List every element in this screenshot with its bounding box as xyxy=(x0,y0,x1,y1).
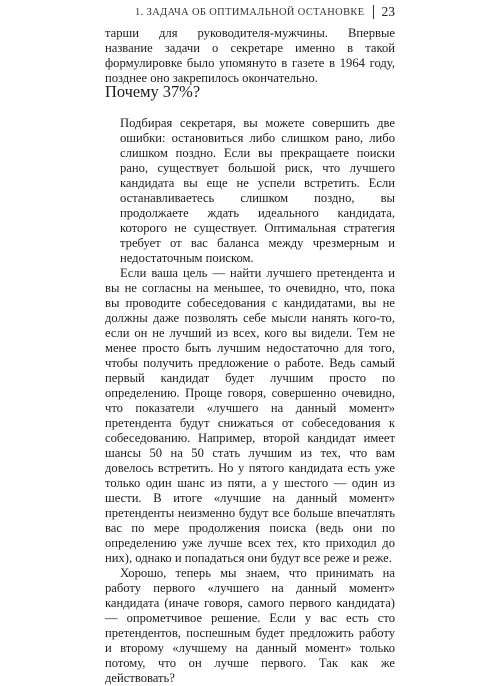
section-heading: Почему 37%? xyxy=(105,82,201,101)
header-separator xyxy=(373,5,374,19)
lead-paragraph: тарши для руководителя-мужчины. Впервые название задачи о секретаре именно в такой формулировке было упомянуто в газете в 1964 году, позднее оно закрепилось окончательно. xyxy=(105,26,395,85)
paragraph-2: Если ваша цель — найти лучшего претендента и вы не согласны на меньшее, то очевидно, что, пока вы проводите собеседования с кандидатами, вы не должны даже позволять себе мысли нанять кого-то, если он не лучший из всех, кого вы видели. Тем не менее просто быть лучшим недостаточно для того, чтобы получить предложение о работе. Ведь самый первый кандидат будет лучшим просто по определению. Проще говоря, совершенно очевидно, что показатели «лучшего на данный момент» претендента будут снижаться от собеседования к собеседованию. Например, второй кандидат имеет шансы 50 на 50 стать лучшим из тех, что вам довелось встретить. Но у пятого кандидата есть уже только один шанс из пяти, а у шестого — один из шести. В итоге «лучшие на данный момент» претенденты неизменно будут все больше впечатлять вас по мере продолжения поиска (ведь они по определению уже лучше всех тех, кто приходил до них), однако и попадаться они будут все реже и реже. xyxy=(105,266,395,565)
page-number: 23 xyxy=(381,4,395,19)
running-header xyxy=(135,4,395,20)
paragraph-1: Подбирая секретаря, вы можете совершить две ошибки: остановиться либо слишком рано, либо слишком поздно. Если вы прекращаете поиски рано, существует большой риск, что лучшего кандидата вы еще не успели встретить. Если останавливаетесь слишком поздно, вы продолжаете ждать идеального кандидата, которого не существует. Оптимальная стратегия требует от вас баланса между чрезмерным и недостаточным поиском. xyxy=(120,116,395,265)
paragraph-3: Хорошо, теперь мы знаем, что принимать на работу первого «лучшего на данный момент» кандидата (иначе говоря, самого первого кандидата) — опрометчивое решение. Если у вас есть сто претендентов, поспешным будет предложить работу и второму «лучшему на данный момент» только потому, что он лучше первого. Так как же действовать? xyxy=(105,566,395,685)
chapter-title: 1. ЗАДАЧА ОБ ОПТИМАЛЬНОЙ ОСТАНОВКЕ xyxy=(135,6,365,18)
lead-text xyxy=(105,26,395,86)
body-text xyxy=(105,116,395,686)
